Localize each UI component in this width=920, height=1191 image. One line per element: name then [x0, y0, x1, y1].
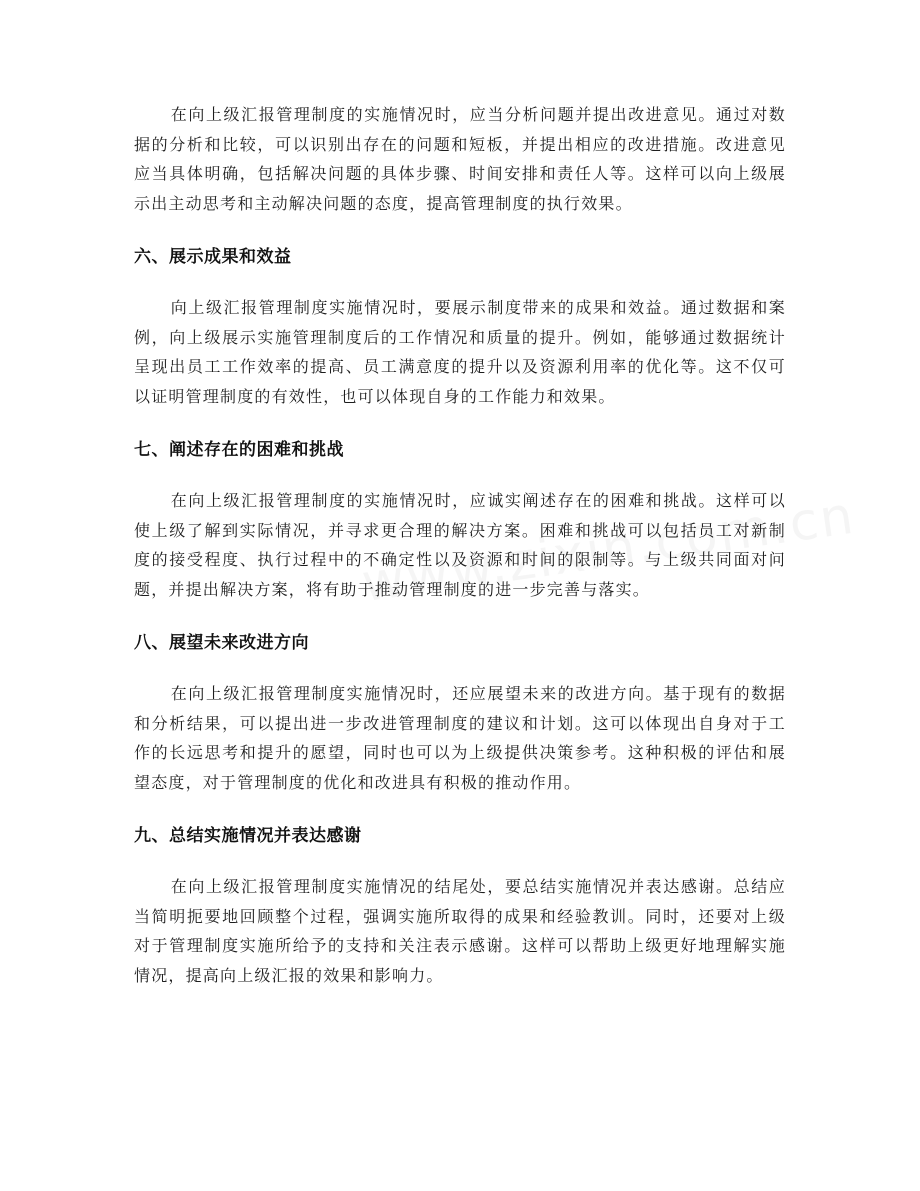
- section-9-heading: 九、总结实施情况并表达感谢: [134, 826, 362, 846]
- section-7-heading: 七、阐述存在的困难和挑战: [134, 440, 344, 460]
- section-8-body: 在向上级汇报管理制度实施情况时，还应展望未来的改进方向。基于现有的数据和分析结果，可以提出进一步改进管理制度的建议和计划。这可以体现出自身对于工作的长远思考和提升的愿望，同时也可以为上级提供决策参考。这种积极的评估和展望态度，对于管理制度的优化和改进具有积极的推动作用。: [134, 684, 786, 792]
- intro-paragraph: 在向上级汇报管理制度的实施情况时，应当分析问题并提出改进意见。通过对数据的分析和比较，可以识别出存在的问题和短板，并提出相应的改进措施。改进意见应当具体明确，包括解决问题的具体步骤、时间安排和责任人等。这样可以向上级展示出主动思考和主动解决问题的态度，提高管理制度的执行效果。: [134, 105, 786, 213]
- section-9-body: 在向上级汇报管理制度实施情况的结尾处，要总结实施情况并表达感谢。总结应当简明扼要地回顾整个过程，强调实施所取得的成果和经验教训。同时，还要对上级对于管理制度实施所给予的支持和关注表示感谢。这样可以帮助上级更好地理解实施情况，提高向上级汇报的效果和影响力。: [134, 877, 786, 985]
- section-7-body: 在向上级汇报管理制度的实施情况时，应诚实阐述存在的困难和挑战。这样可以使上级了解到实际情况，并寻求更合理的解决方案。困难和挑战可以包括员工对新制度的接受程度、执行过程中的不确定性以及资源和时间的限制等。与上级共同面对问题，并提出解决方案，将有助于推动管理制度的进一步完善与落实。: [134, 491, 786, 599]
- section-6-body: 向上级汇报管理制度实施情况时，要展示制度带来的成果和效益。通过数据和案例，向上级展示实施管理制度后的工作情况和质量的提升。例如，能够通过数据统计呈现出员工工作效率的提高、员工满意度的提升以及资源利用率的优化等。这不仅可以证明管理制度的有效性，也可以体现自身的工作能力和效果。: [134, 298, 786, 406]
- section-6-heading: 六、展示成果和效益: [134, 247, 292, 267]
- section-8-heading: 八、展望未来改进方向: [134, 633, 309, 653]
